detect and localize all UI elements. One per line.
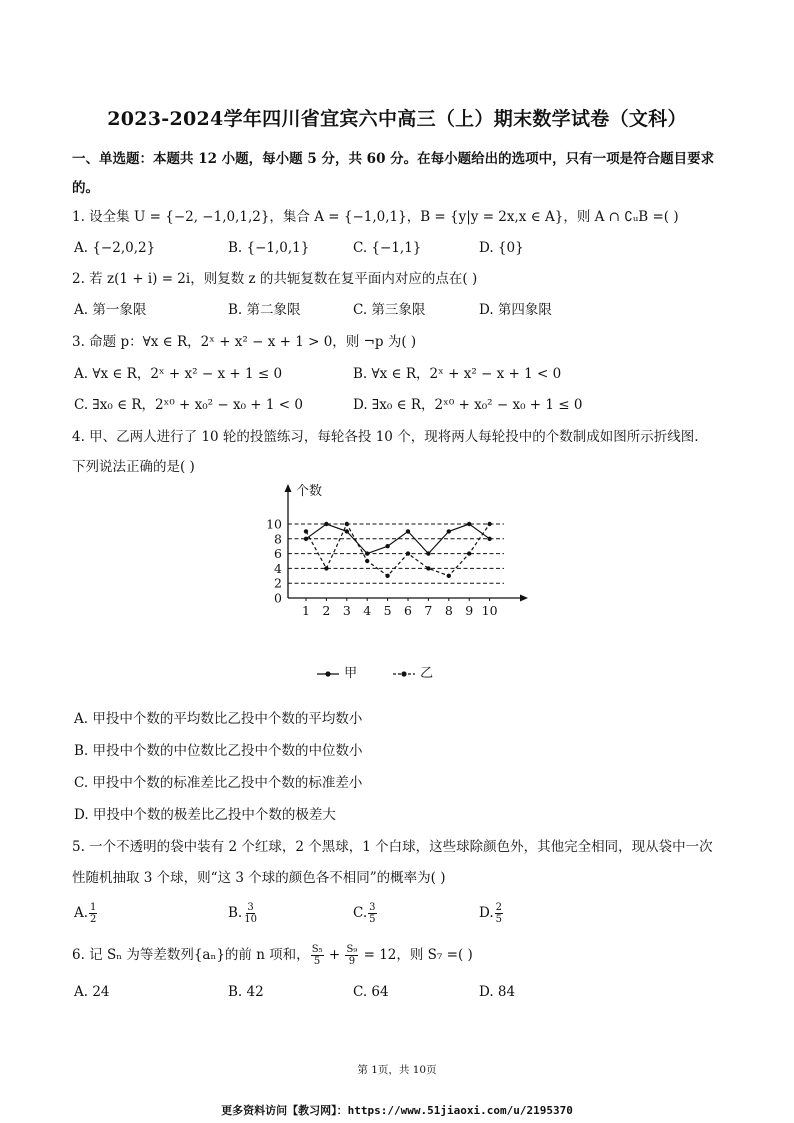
x-tick-label: 6 [404,603,412,618]
y-axis-arrow [285,484,292,492]
data-point-yi [304,529,308,533]
fraction-numerator: S₅ [311,944,323,955]
fraction-numerator: 1 [90,902,97,913]
data-point-yi [345,522,349,526]
question-6-stem [72,944,473,967]
question-5-option-b [228,902,259,925]
data-point-yi [467,551,471,555]
data-point-jia [304,537,308,541]
fraction-numerator: 3 [369,902,376,913]
question-2-stem: 2. 若 z(1 + i) = 2i，则复数 z 的共轭复数在复平面内对应的点在( ) [72,271,478,287]
option-label: D. [479,905,494,921]
page-footer: 第 1页，共 10页 [357,1064,437,1076]
question-4-option-d: D. 甲投中个数的极差比乙投中个数的极差大 [74,807,336,823]
x-tick-label: 8 [444,603,453,618]
data-point-yi [324,566,328,570]
stem-prefix: 6. 记 Sₙ 为等差数列{aₙ}的前 n 项和， [72,947,310,963]
x-tick-label: 3 [342,603,351,618]
data-point-jia [406,529,410,533]
y-tick-label: 10 [266,516,282,532]
plus-sign: + [324,947,345,963]
question-3-option-b: B. ∀x ∈ R，2ˣ + x² − x + 1 < 0 [353,366,562,382]
x-tick-label: 4 [363,603,372,618]
question-5-stem-line-2: 性随机抽取 3 个球，则“这 3 个球的颜色各不相同”的概率为( ) [72,870,446,886]
option-label: B. [228,905,243,921]
question-4-stem-line-2: 下列说法正确的是( ) [72,459,195,475]
fraction-numerator: S₉ [346,944,358,955]
data-point-yi [487,522,491,526]
data-point-jia [487,537,491,541]
data-point-jia [426,551,430,555]
fraction [243,902,258,925]
y-tick-label: 4 [274,560,282,576]
question-2-option-b: B. 第二象限 [228,302,301,318]
question-2-option-c: C. 第三象限 [353,302,426,318]
fraction [89,902,97,925]
x-tick-label: 7 [424,603,433,618]
question-6-option-b: B. 42 [228,984,264,1000]
question-3-option-a: A. ∀x ∈ R，2ˣ + x² − x + 1 ≤ 0 [74,366,283,382]
legend-item-yi [392,662,433,681]
data-point-yi [385,574,389,578]
data-point-yi [426,566,430,570]
question-5-option-c [353,902,378,925]
fraction [345,944,358,967]
x-tick-label: 2 [322,603,331,618]
y-tick-label: 8 [274,531,282,547]
option-label: C. [353,905,368,921]
x-tick-label: 10 [481,603,498,618]
y-tick-label: 2 [274,575,282,591]
question-1-option-b: B. {−1,0,1} [228,240,310,256]
question-5-stem-line-1: 5. 一个不透明的袋中装有 2 个红球，2 个黑球，1 个白球，这些球除颜色外，其他完全相同，现从袋中一次 [72,839,713,855]
fraction-denominator: 2 [90,914,97,925]
question-1-option-a: A. {−2,0,2} [74,240,156,256]
fraction [495,902,503,925]
section-heading-line-2: 的。 [72,180,99,196]
question-4-option-a: A. 甲投中个数的平均数比乙投中个数的平均数小 [74,711,363,727]
y-tick-label: 0 [274,590,282,606]
legend-label-yi: 乙 [420,666,434,681]
fraction-denominator: 5 [369,914,376,925]
legend-marker-yi [392,669,416,679]
legend-label-jia: 甲 [344,666,358,681]
question-1-option-d: D. {0} [479,240,524,256]
question-3-stem: 3. 命题 p：∀x ∈ R，2ˣ + x² − x + 1 > 0，则 ¬p 为( ) [72,334,417,350]
question-1-option-c: C. {−1,1} [353,240,422,256]
question-4-option-b: B. 甲投中个数的中位数比乙投中个数的中位数小 [74,743,363,759]
fraction [311,944,324,967]
fraction-denominator: 9 [348,956,356,967]
legend-marker-jia [316,669,340,679]
section-heading-line-1: 一、单选题：本题共 12 小题，每小题 5 分，共 60 分。在每小题给出的选项中，只有一项是符合题目要求 [72,151,715,167]
question-4-option-c: C. 甲投中个数的标准差比乙投中个数的标准差小 [74,775,363,791]
x-tick-label: 9 [465,603,474,618]
legend-item-jia [316,662,357,681]
data-point-jia [365,551,369,555]
data-point-yi [406,551,410,555]
x-tick-label: 5 [383,603,392,618]
question-6-option-a: A. 24 [74,984,110,1000]
y-tick-label: 6 [274,546,282,562]
data-point-yi [447,574,451,578]
data-point-jia [345,529,349,533]
page-title: 2023-2024学年四川省宜宾六中高三（上）期末数学试卷（文科） [107,108,687,130]
fraction-numerator: 3 [247,902,254,913]
data-point-jia [385,544,389,548]
question-2-option-d: D. 第四象限 [479,302,552,318]
y-axis-label: 个数 [296,484,323,499]
question-1-stem: 1. 设全集 U = {−2, −1,0,1,2}，集合 A = {−1,0,1}，B = {y|y = 2x,x ∈ A}，则 A ∩ ∁ᵤB =( ) [72,209,679,225]
data-point-yi [365,559,369,563]
question-4-stem-line-1: 4. 甲、乙两人进行了 10 轮的投篮练习，每轮各投 10 个，现将两人每轮投中的个数制成如图所示折线图. [72,429,699,445]
question-3-option-c: C. ∃x₀ ∈ R，2ˣ⁰ + x₀² − x₀ + 1 < 0 [74,397,303,413]
data-point-jia [324,522,328,526]
question-5-option-d [479,902,504,925]
x-tick-label: 1 [302,603,310,618]
fraction-denominator: 10 [244,914,257,925]
option-label: A. [74,905,89,921]
fraction-numerator: 2 [495,902,503,913]
question-5-option-a [74,902,98,925]
x-axis-arrow [520,595,528,602]
question-6-option-d: D. 84 [479,984,516,1000]
question-6-option-c: C. 64 [353,984,389,1000]
question-2-option-a: A. 第一象限 [74,302,147,318]
question-3-option-d: D. ∃x₀ ∈ R，2ˣ⁰ + x₀² − x₀ + 1 ≤ 0 [353,397,583,413]
data-point-jia [447,529,451,533]
fraction [368,902,376,925]
promo-link-text: 更多资料访问【教习网】：https://www.51jiaoxi.com/u/2195370 [221,1104,573,1117]
stem-suffix: = 12，则 S₇ =( ) [359,947,473,963]
fraction-denominator: 5 [313,956,321,967]
line-chart [258,478,538,628]
data-point-jia [467,522,471,526]
fraction-denominator: 5 [495,914,503,925]
